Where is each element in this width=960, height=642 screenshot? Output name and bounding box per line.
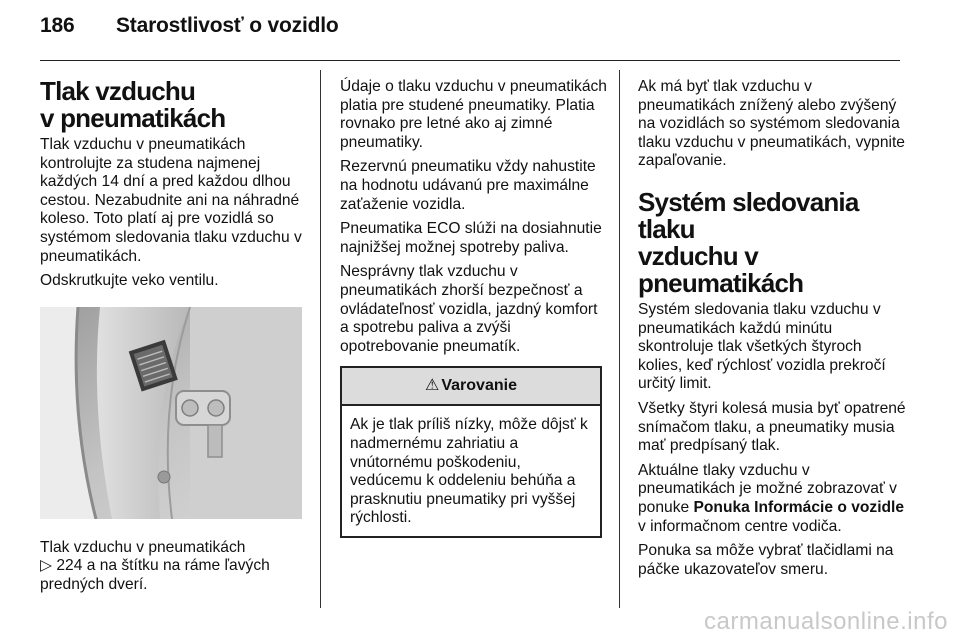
paragraph: Tlak vzduchu v pneumatikách kontrolujte za studena najmenej každých 14 dní a pred každou dlhou cestou. Nezabudnite ani na náhradné koleso. Toto platí aj pre vozidlá so systémom sledovania tlaku vzduchu v pneumatikách. [40, 136, 302, 265]
column-2 [340, 78, 608, 538]
section-heading-tire-pressure: Tlak vzduchu v pneumatikách [40, 76, 226, 133]
warning-box [340, 366, 602, 538]
paragraph: Nesprávny tlak vzduchu v pneumatikách zhorší bezpečnosť a ovládateľnosť vozidla, jazdný komfort a spotrebu paliva a zvýši opotrebovanie pneumatík. [340, 263, 598, 355]
column-divider-2 [619, 70, 620, 608]
paragraph: Všetky štyri kolesá musia byť opatrené snímačom tlaku, a pneumatiky musia mať predpísaný tlak. [638, 399, 906, 455]
column-1 [40, 78, 308, 595]
paragraph: Aktuálne tlaky vzduchu v pneumatikách je možné zobrazovať v ponuke Ponuka Informácie o vozidle v informačnom centre vodiča. [638, 461, 905, 535]
header-rule [40, 60, 900, 61]
column-divider-1 [320, 70, 321, 608]
image-caption: Tlak vzduchu v pneumatikách ▷ 224 a na štítku na ráme ľavých predných dverí. [40, 538, 270, 593]
paragraph: Systém sledovania tlaku vzduchu v pneumatikách každú minútu skontroluje tlak všetkých štyroch kolies, keď rýchlosť vozidla prekročí určitý limit. [638, 300, 886, 393]
chapter-title: Starostlivosť o vozidlo [116, 14, 339, 37]
paragraph: Ak má byť tlak vzduchu v pneumatikách znížený alebo zvýšený na vozidlách so systémom sledovania tlaku vzduchu v pneumatikách, vypnite zapaľovanie. [638, 78, 905, 170]
warning-text: Ak je tlak príliš nízky, môže dôjsť k nadmernému zahriatiu a vnútornému poškodeniu, vedúcemu k oddeleniu behúňa a prasknutiu pneumatiky pri vyššej rýchlosti. [350, 416, 588, 527]
page-reference-arrow-icon: ▷ [40, 557, 52, 575]
column-3 [638, 78, 908, 585]
warning-header [342, 368, 600, 406]
menu-name: Ponuka Informácie o vozidle [693, 498, 905, 516]
paragraph: Pneumatika ECO slúži na dosiahnutie najnižšej možnej spotreby paliva. [340, 220, 602, 256]
warning-title: Varovanie [441, 377, 517, 395]
paragraph: Odskrutkujte veko ventilu. [40, 272, 219, 290]
paragraph: Údaje o tlaku vzduchu v pneumatikách platia pre studené pneumatiky. Platia rovnako pre letné ako aj zimné pneumatiky. [340, 78, 607, 151]
page-number: 186 [40, 14, 75, 37]
paragraph: Rezervnú pneumatiku vždy nahustite na hodnotu udávanú pre maximálne zaťaženie vozidla. [340, 158, 596, 213]
watermark: carmanualsonline.info [704, 608, 948, 635]
warning-triangle-icon: ⚠ [425, 377, 440, 395]
door-frame-label-photo [40, 307, 302, 519]
section-heading-tpms: Systém sledovania tlaku vzduchu v pneumatikách [638, 186, 859, 298]
paragraph: Ponuka sa môže vybrať tlačidlami na páčke ukazovateľov smeru. [638, 542, 894, 578]
